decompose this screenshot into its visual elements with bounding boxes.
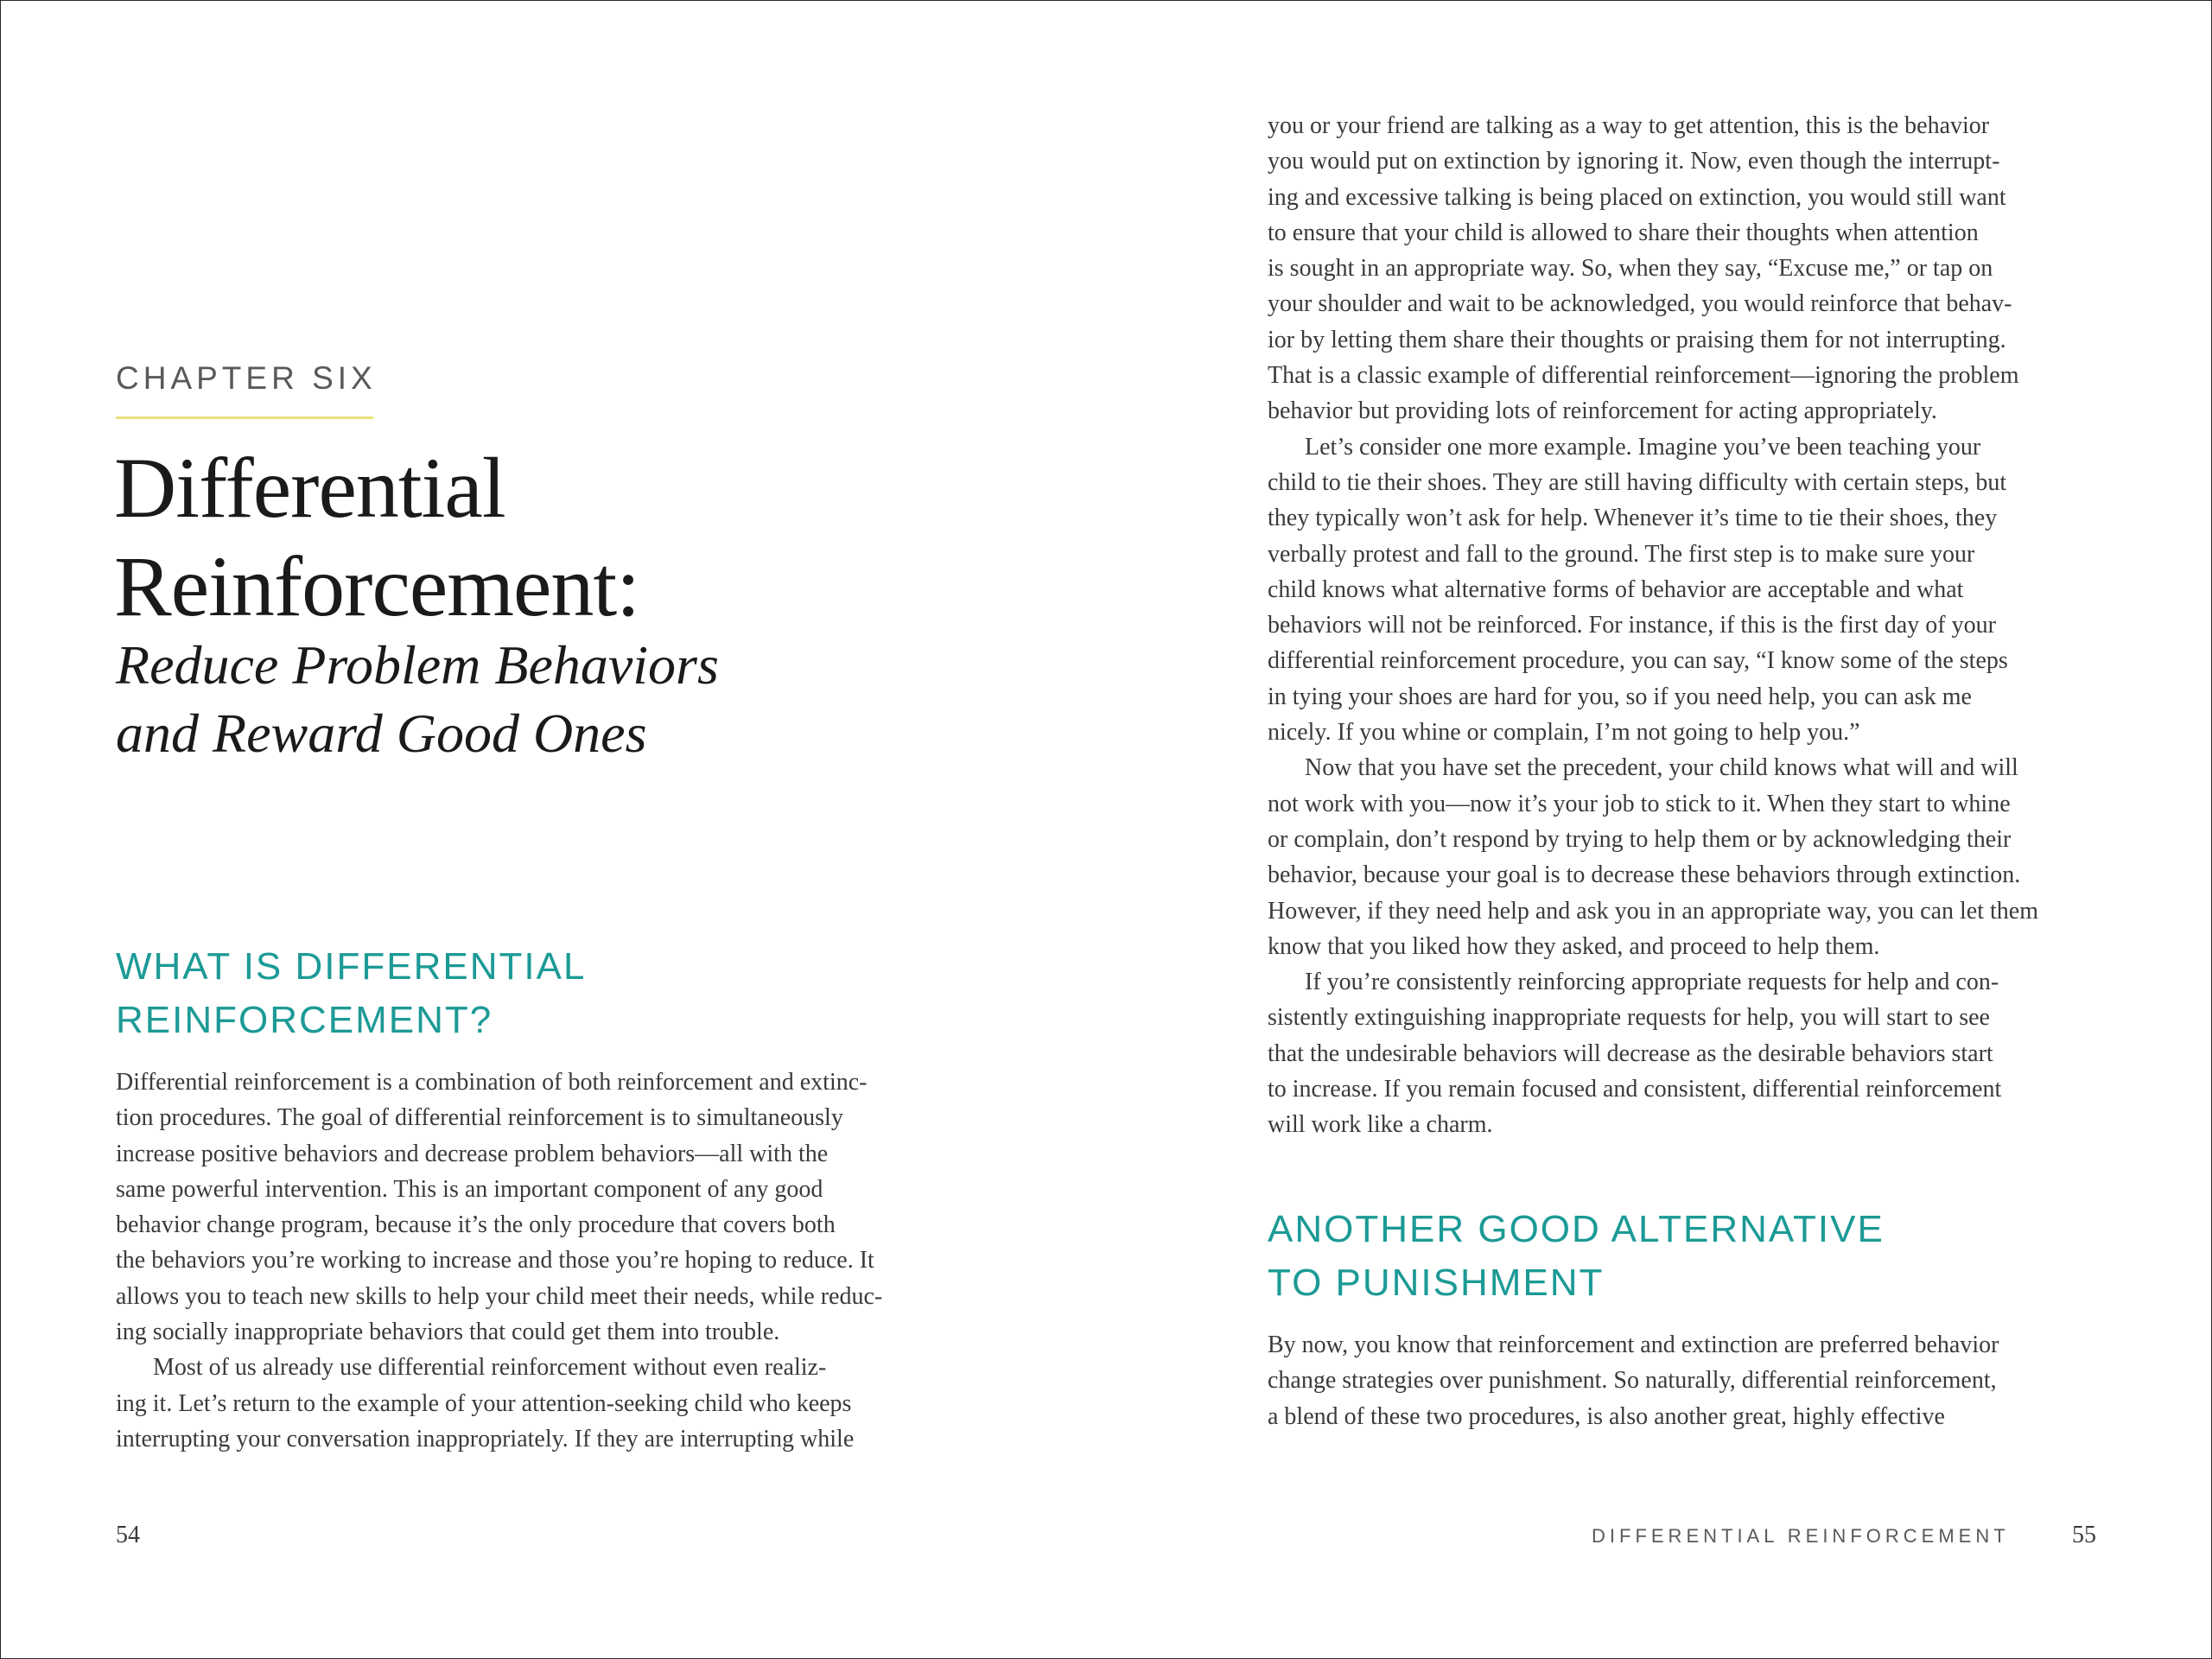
body-line: allows you to teach new skills to help your child meet their needs, while reduc- (116, 1282, 883, 1310)
body-line: tion procedures. The goal of differential reinforcement is to simultaneously (116, 1104, 843, 1132)
running-head: DIFFERENTIAL REINFORCEMENT (1592, 1525, 2010, 1547)
page-number-right: 55 (2072, 1522, 2096, 1548)
chapter-label: CHAPTER SIX (116, 360, 377, 396)
body-line: your shoulder and wait to be acknowledged, you would reinforce that behav- (1268, 290, 2012, 318)
chapter-subtitle-line: Reduce Problem Behaviors (116, 634, 719, 696)
body-line: a blend of these two procedures, is also another great, highly effective (1268, 1402, 1945, 1430)
chapter-subtitle-line: and Reward Good Ones (116, 702, 647, 764)
body-line: change strategies over punishment. So naturally, differential reinforcement, (1268, 1367, 1997, 1395)
body-line: That is a classic example of differential reinforcement—ignoring the problem (1268, 362, 2019, 390)
page-number-left: 54 (116, 1522, 140, 1548)
section-heading-line: WHAT IS DIFFERENTIAL (116, 945, 587, 988)
body-line: If you’re consistently reinforcing appropriate requests for help and con- (1305, 969, 1999, 996)
body-line: Now that you have set the precedent, your child knows what will and will (1305, 754, 2018, 782)
body-line: Differential reinforcement is a combination of both reinforcement and extinc- (116, 1069, 868, 1096)
right-body-text-continued (1268, 1327, 2106, 1434)
body-line: ing it. Let’s return to the example of your attention-seeking child who keeps (116, 1389, 852, 1417)
section-heading-what-is (116, 940, 586, 1047)
body-line: is sought in an appropriate way. So, when they say, “Excuse me,” or tap on (1268, 255, 1993, 283)
body-line: By now, you know that reinforcement and extinction are preferred behavior (1268, 1332, 1999, 1358)
body-line: you or your friend are talking as a way to get attention, this is the behavior (1268, 112, 1990, 139)
section-heading-line: ANOTHER GOOD ALTERNATIVE (1268, 1208, 1885, 1250)
chapter-title-line: Reinforcement: (114, 538, 639, 634)
body-line: behavior change program, because it’s the only procedure that covers both (116, 1211, 836, 1239)
body-line: verbally protest and fall to the ground. The first step is to make sure your (1268, 540, 1975, 568)
body-line: the behaviors you’re working to increase and those you’re hoping to reduce. It (116, 1247, 874, 1274)
body-line: differential reinforcement procedure, you can say, “I know some of the steps (1268, 647, 2008, 675)
body-line: behavior but providing lots of reinforcement for acting appropriately. (1268, 397, 1937, 425)
body-line: will work like a charm. (1268, 1111, 1493, 1139)
section-heading-another-alternative (1268, 1203, 1885, 1310)
body-line: or complain, don’t respond by trying to help them or by acknowledging their (1268, 825, 2012, 853)
body-line: ing and excessive talking is being placed on extinction, you would still want (1268, 183, 2006, 211)
body-line: to increase. If you remain focused and consistent, differential reinforcement (1268, 1076, 2002, 1103)
body-line: ior by letting them share their thoughts or praising them for not interrupting. (1268, 326, 2006, 353)
body-line: same powerful intervention. This is an important component of any good (116, 1175, 823, 1203)
chapter-label-rule (116, 416, 373, 419)
body-line: ing socially inappropriate behaviors that could get them into trouble. (116, 1319, 780, 1346)
body-line: that the undesirable behaviors will decrease as the desirable behaviors start (1268, 1039, 1993, 1067)
body-line: However, if they need help and ask you in an appropriate way, you can let them (1268, 897, 2038, 925)
body-line: child knows what alternative forms of behavior are acceptable and what (1268, 575, 1964, 603)
body-line: not work with you—now it’s your job to stick to it. When they start to whine (1268, 790, 2011, 817)
chapter-subtitle (116, 631, 719, 767)
body-line: you would put on extinction by ignoring it. Now, even though the interrupt- (1268, 148, 2000, 175)
body-line: child to tie their shoes. They are still having difficulty with certain steps, but (1268, 468, 2007, 496)
body-line: sistently extinguishing inappropriate requests for help, you will start to see (1268, 1004, 1990, 1032)
body-line: nicely. If you whine or complain, I’m not going to help you.” (1268, 719, 1860, 747)
body-line: they typically won’t ask for help. Whenever it’s time to tie their shoes, they (1268, 505, 1998, 532)
body-line: behaviors will not be reinforced. For instance, if this is the first day of your (1268, 612, 1996, 639)
body-line: to ensure that your child is allowed to share their thoughts when attention (1268, 219, 1979, 246)
section-heading-line: REINFORCEMENT? (116, 999, 493, 1041)
chapter-title (114, 439, 639, 636)
body-line: behavior, because your goal is to decrease these behaviors through extinction. (1268, 861, 2021, 889)
body-line: Most of us already use differential reinforcement without even realiz- (153, 1354, 827, 1382)
section-heading-line: TO PUNISHMENT (1268, 1262, 1605, 1304)
body-line: Let’s consider one more example. Imagine you’ve been teaching your (1305, 433, 1981, 461)
body-line: interrupting your conversation inappropriately. If they are interrupting while (116, 1425, 855, 1452)
right-body-text (1268, 108, 2106, 1143)
body-line: in tying your shoes are hard for you, so if you need help, you can ask me (1268, 683, 1972, 710)
chapter-title-line: Differential (114, 440, 505, 536)
left-body-text (116, 1065, 945, 1457)
body-line: know that you liked how they asked, and proceed to help them. (1268, 932, 1880, 960)
body-line: increase positive behaviors and decrease problem behaviors—all with the (116, 1140, 829, 1167)
